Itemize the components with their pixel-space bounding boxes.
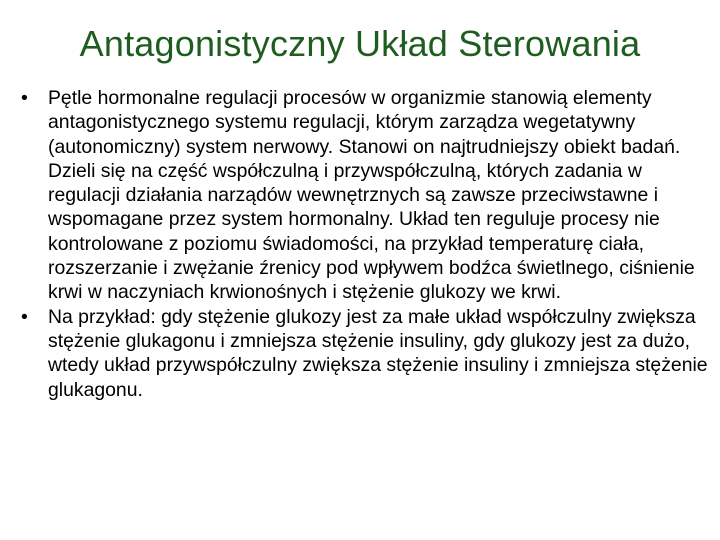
bullet-list: [18, 86, 712, 402]
bullet-text: Na przykład: gdy stężenie glukozy jest za małe układ współczulny zwiększa stężenie glukagonu i zmniejsza stężenie insuliny, gdy glukozy jest za dużo, wtedy układ przywspółczulny zwiększa stężenie insuliny i zmniejsza stężenie glukagonu.: [48, 305, 708, 401]
bullet-item: [18, 86, 712, 305]
bullet-text: Pętle hormonalne regulacji procesów w organizmie stanowią elementy antagonistycznego systemu regulacji, którym zarządza wegetatywny (autonomiczny) system nerwowy. Stanowi on najtrudniejszy obiekt badań. Dzieli się na część współczulną i przywspółczulną, których zadania w regulacji działania narządów wewnętrznych są zawsze przeciwstawne i wspomagane przez system hormonalny. Układ ten reguluje procesy nie kontrolowane z poziomu świadomości, na przykład temperaturę ciała, rozszerzanie i zwężanie źrenicy pod wpływem bodźca świetlnego, ciśnienie krwi w naczyniach krwionośnych i stężenie glukozy we krwi.: [48, 87, 695, 304]
bullet-marker: •: [21, 305, 28, 328]
bullet-item: [18, 305, 712, 402]
slide-title: Antagonistyczny Układ Sterowania: [79, 23, 641, 64]
bullet-marker: •: [21, 87, 28, 109]
